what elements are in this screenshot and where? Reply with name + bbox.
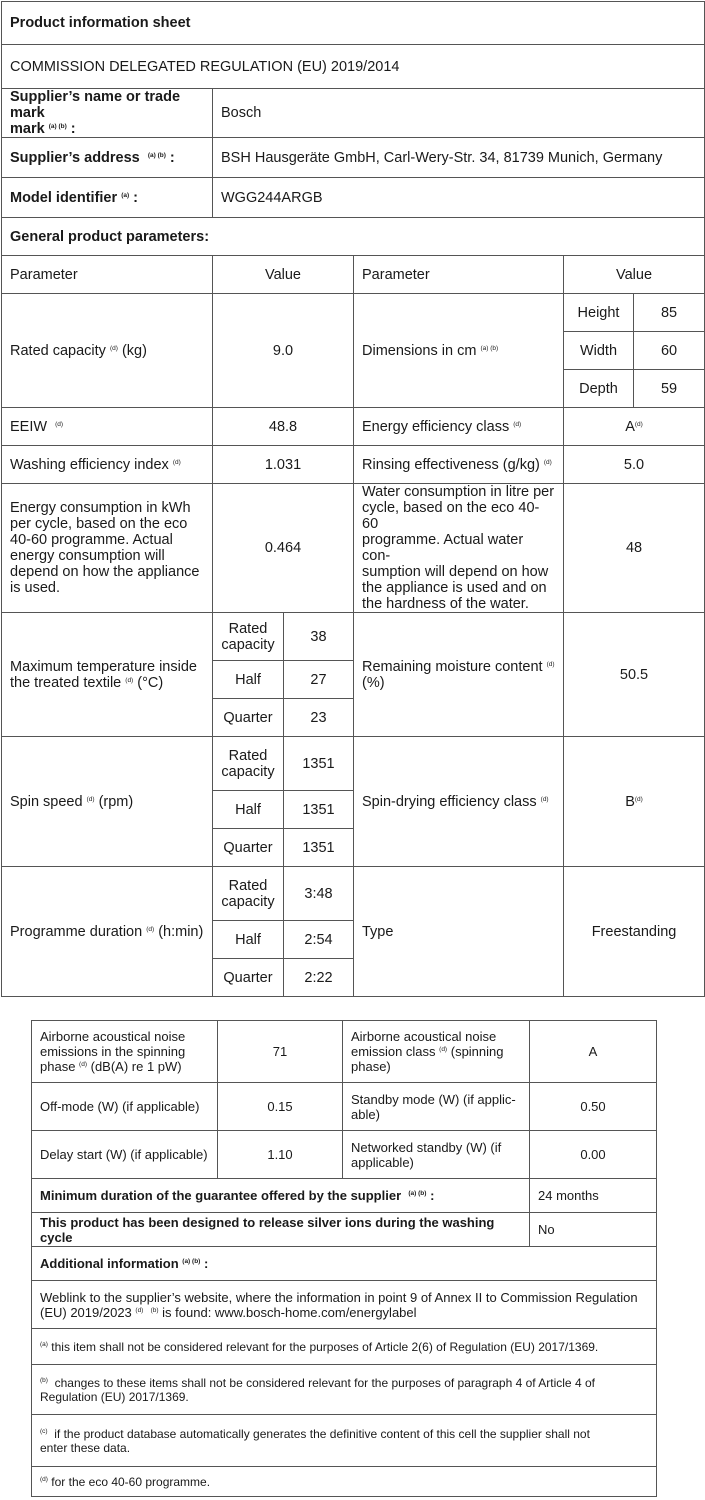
dimension-depth-value: 59 [634, 370, 705, 408]
supplier-name-value: Bosch [213, 89, 705, 138]
energy-consumption-value: 0.464 [213, 484, 354, 613]
duration-rated-label: Rated capacity [213, 867, 284, 921]
off-mode-value: 0.15 [218, 1083, 343, 1131]
noise-class-label: Airborne acoustical noise emission class $^{(d)}$ (spinning phase) [343, 1021, 530, 1083]
rinsing-label: Rinsing effectiveness (g/kg) $^{(d)}$ [354, 446, 564, 484]
temp-half-value: 27 [284, 661, 354, 699]
temp-half-label: Half [213, 661, 284, 699]
noise-class-value: A [530, 1021, 657, 1083]
footnote-a: $^{(a)}$ this item shall not be considered relevant for the purposes of Article 2(6) of Regulation (EU) 2017/1369. [32, 1329, 657, 1365]
spin-quarter-value: 1351 [284, 829, 354, 867]
standby-value: 0.50 [530, 1083, 657, 1131]
column-header-parameter-2: Parameter [354, 256, 564, 294]
temp-quarter-value: 23 [284, 699, 354, 737]
type-value: Freestanding [564, 867, 705, 997]
duration-rated-value: 3:48 [284, 867, 354, 921]
dimension-depth-label: Depth [564, 370, 634, 408]
spin-speed-label: Spin speed $^{(d)}$ (rpm) [2, 737, 213, 867]
dimension-width-value: 60 [634, 332, 705, 370]
noise-emission-label: Airborne acoustical noise emissions in the spinning phase $^{(d)}$ (dB(A) re 1 pW) [32, 1021, 218, 1083]
eeiw-label: EEIW $^{(d)}$ [2, 408, 213, 446]
model-identifier-label: Model identifier $^{(a)}$ : [2, 178, 213, 218]
additional-info-label: Additional information $^{(a) (b)}$ : [32, 1247, 657, 1281]
product-information-table [1, 1, 705, 997]
model-identifier-value: WGG244ARGB [213, 178, 705, 218]
dimension-height-value: 85 [634, 294, 705, 332]
remaining-moisture-label: Remaining moisture content $^{(d)}$ (%) [354, 613, 564, 737]
off-mode-label: Off-mode (W) (if applicable) [32, 1083, 218, 1131]
dimension-height-label: Height [564, 294, 634, 332]
spin-rated-label: Rated capacity [213, 737, 284, 791]
remaining-moisture-value: 50.5 [564, 613, 705, 737]
spin-class-value: $B^{(d)}$ [564, 737, 705, 867]
dimensions-label: Dimensions in cm $^{(a) (b)}$ [354, 294, 564, 408]
eeiw-value: 48.8 [213, 408, 354, 446]
rated-capacity-label: Rated capacity $^{(d)}$ (kg) [2, 294, 213, 408]
networked-standby-label: Networked standby (W) (if applicable) [343, 1131, 530, 1179]
rated-capacity-value: 9.0 [213, 294, 354, 408]
washing-efficiency-label: Washing efficiency index $^{(d)}$ [2, 446, 213, 484]
energy-consumption-label: Energy consumption in kWh per cycle, based on the eco 40-60 programme. Actual energy consumption will depend on how the appliance is used. [2, 484, 213, 613]
duration-half-label: Half [213, 921, 284, 959]
duration-half-value: 2:54 [284, 921, 354, 959]
delay-start-value: 1.10 [218, 1131, 343, 1179]
column-header-value-2: Value [564, 256, 705, 294]
dimension-width-label: Width [564, 332, 634, 370]
product-information-table-continued [31, 1020, 657, 1497]
type-label: Type [354, 867, 564, 997]
temp-rated-label: Rated capacity [213, 613, 284, 661]
spin-quarter-label: Quarter [213, 829, 284, 867]
footnote-c: $^{(c)}$ if the product database automatically generates the definitive content of this cell the supplier shall not enter these data. [32, 1415, 657, 1467]
silver-ions-label: This product has been designed to release silver ions during the washing cycle [32, 1213, 530, 1247]
spin-class-label: Spin-drying efficiency class $^{(d)}$ [354, 737, 564, 867]
spin-rated-value: 1351 [284, 737, 354, 791]
column-header-value: Value [213, 256, 354, 294]
column-header-parameter: Parameter [2, 256, 213, 294]
water-consumption-label: Water consumption in litre per cycle, based on the eco 40-60 programme. Actual water con- sumption will depend on how the appliance is used and on the hardness of the water. [354, 484, 564, 613]
sheet-title: Product information sheet [2, 2, 705, 45]
guarantee-label: Minimum duration of the guarantee offered by the supplier $^{(a) (b)}$ : [32, 1179, 530, 1213]
water-consumption-value: 48 [564, 484, 705, 613]
regulation-reference: COMMISSION DELEGATED REGULATION (EU) 2019/2014 [2, 45, 705, 89]
networked-standby-value: 0.00 [530, 1131, 657, 1179]
temp-quarter-label: Quarter [213, 699, 284, 737]
spin-half-label: Half [213, 791, 284, 829]
spin-half-value: 1351 [284, 791, 354, 829]
energy-class-label: Energy efficiency class $^{(d)}$ [354, 408, 564, 446]
energy-class-value: $A^{(d)}$ [564, 408, 705, 446]
general-parameters-heading: General product parameters: [2, 218, 705, 256]
temp-rated-value: 38 [284, 613, 354, 661]
duration-quarter-value: 2:22 [284, 959, 354, 997]
max-temperature-label: Maximum temperature inside the treated textile $^{(d)}$ (°C) [2, 613, 213, 737]
supplier-name-label: Supplier’s name or trade mark mark $^{(a) (b)}$ : [2, 89, 213, 138]
washing-efficiency-value: 1.031 [213, 446, 354, 484]
duration-quarter-label: Quarter [213, 959, 284, 997]
delay-start-label: Delay start (W) (if applicable) [32, 1131, 218, 1179]
footnote-d: $^{(d)}$ for the eco 40-60 programme. [32, 1467, 657, 1497]
supplier-address-value: BSH Hausgeräte GmbH, Carl-Wery-Str. 34, 81739 Munich, Germany [213, 138, 705, 178]
noise-emission-value: 71 [218, 1021, 343, 1083]
programme-duration-label: Programme duration $^{(d)}$ (h:min) [2, 867, 213, 997]
guarantee-value: 24 months [530, 1179, 657, 1213]
rinsing-value: 5.0 [564, 446, 705, 484]
weblink-info: Weblink to the supplier’s website, where the information in point 9 of Annex II to Commission Regulation (EU) 2019/2023 $^{(d)}$ $^{(b)}$ is found: www.bosch-home.com/energylabel [32, 1281, 657, 1329]
standby-label: Standby mode (W) (if applic- able) [343, 1083, 530, 1131]
supplier-address-label: Supplier’s address $^{(a) (b)}$ : [2, 138, 213, 178]
silver-ions-value: No [530, 1213, 657, 1247]
footnote-b: $^{(b)}$ changes to these items shall not be considered relevant for the purposes of paragraph 4 of Article 4 of Regulation (EU) 2017/1369. [32, 1365, 657, 1415]
